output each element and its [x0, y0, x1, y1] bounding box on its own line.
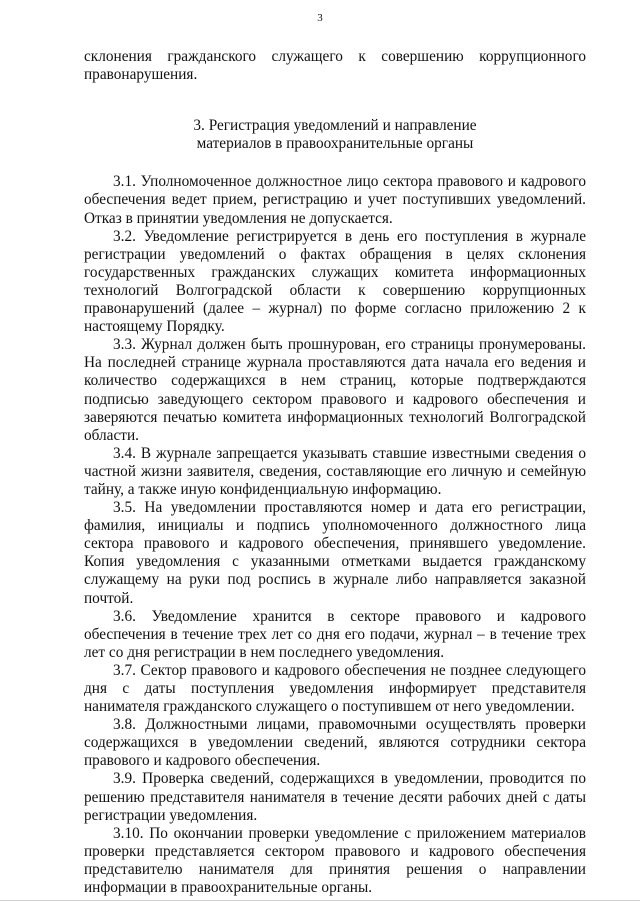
paragraph-3-3: 3.3. Журнал должен быть прошнурован, его страницы пронумерованы. На последней странице журнала проставляются дата начала его ведения и количество содержащихся в нем страниц, которые подтверждаются подписью заведующего сектором правового и кадрового обеспечения и заверяются печатью комитета информационных технологий Волгоградской области. [84, 336, 586, 444]
paragraph-3-10: 3.10. По окончании проверки уведомление с приложением материалов проверки представляется сектором правового и кадрового обеспечения представителю нанимателя для принятия решения о направлении информации в правоохранительные органы. [84, 824, 586, 897]
page-bottom-edge [0, 900, 640, 901]
section-title-line-2: материалов в правоохранительные органы [196, 135, 474, 153]
page-number: 3 [317, 12, 323, 24]
paragraph-3-5: 3.5. На уведомлении проставляются номер и дата его регистрации, фамилия, инициалы и подпись уполномоченного должностного лица сектора правового и кадрового обеспечения, принявшего уведомление. Копия уведомления с указанными отметками выдается гражданскому служащему на руки под роспись в журнале либо направляется заказной почтой. [84, 499, 586, 607]
paragraph-3-9: 3.9. Проверка сведений, содержащихся в уведомлении, проводится по решению представителя нанимателя в течение десяти рабочих дней с даты регистрации уведомления. [84, 770, 586, 824]
paragraph-3-6: 3.6. Уведомление хранится в секторе правового и кадрового обеспечения в течение трех лет со дня его подачи, журнал – в течение трех лет со дня регистрации в нем последнего уведомления. [84, 607, 586, 661]
paragraph-3-8: 3.8. Должностными лицами, правомочными осуществлять проверки содержащихся в уведомлении сведений, являются сотрудники сектора правового и кадрового обеспечения. [84, 716, 586, 770]
paragraph-3-4: 3.4. В журнале запрещается указывать ставшие известными сведения о частной жизни заявителя, сведения, составляющие его личную и семейную тайну, а также иную конфиденциальную информацию. [84, 444, 586, 498]
paragraph-3-2: 3.2. Уведомление регистрируется в день его поступления в журнале регистрации уведомлений о фактах обращения в целях склонения государственных гражданских служащих комитета информационных технологий Волгоградской области к совершению коррупционных правонарушений (далее – журнал) по форме согласно приложению 2 к настоящему Порядку. [84, 227, 586, 336]
paragraph-3-1: 3.1. Уполномоченное должностное лицо сектора правового и кадрового обеспечения ведет прием, регистрацию и учет поступивших уведомлений. Отказ в принятии уведомления не допускается. [84, 173, 586, 227]
intro-fragment: склонения гражданского служащего к совершению коррупционного правонарушения. [84, 48, 586, 84]
section-title-line-1: 3. Регистрация уведомлений и направление [193, 117, 477, 135]
paragraph-3-7: 3.7. Сектор правового и кадрового обеспечения не позднее следующего дня с даты поступления уведомления информирует представителя нанимателя гражданского служащего о поступившем от него уведомлении. [84, 661, 586, 716]
document-body [84, 48, 586, 897]
section-title [84, 117, 586, 153]
